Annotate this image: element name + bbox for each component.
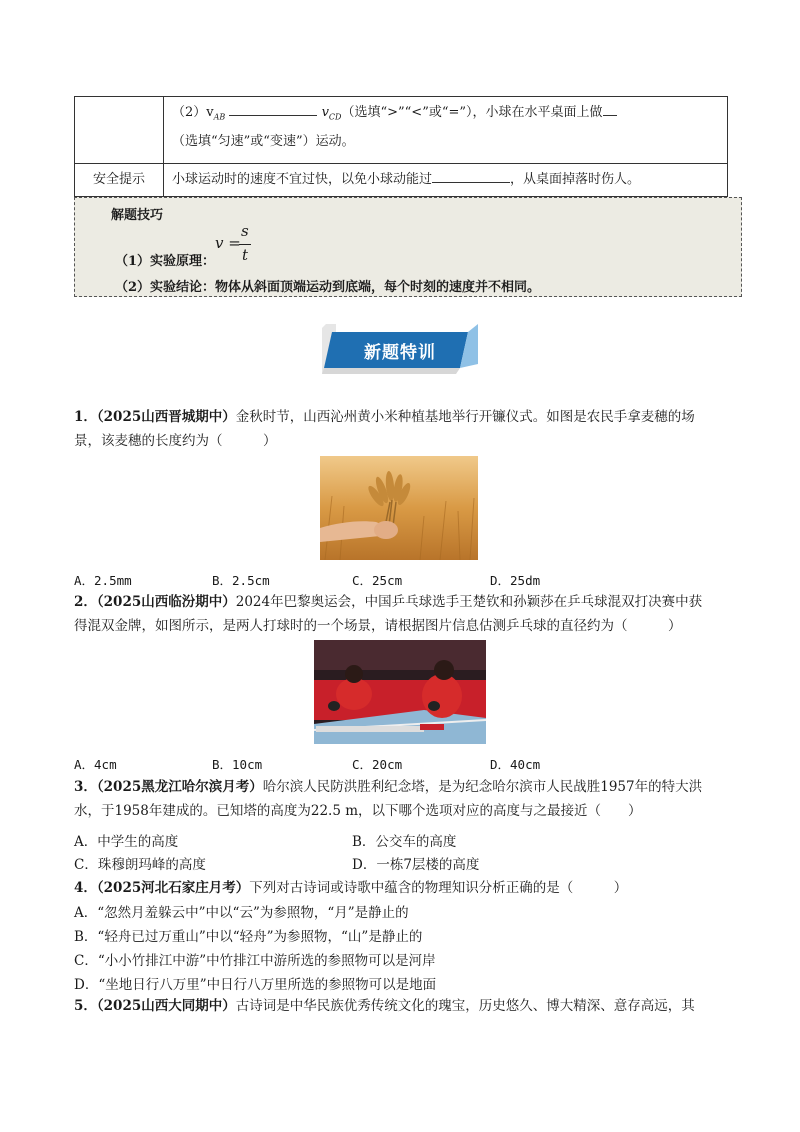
question-1 (74, 405, 734, 453)
question-source: （2025山西临汾期中） (96, 594, 236, 610)
question-number: 3． (74, 779, 97, 795)
question-text: 下列对古诗词或诗歌中蕴含的物理知识分析正确的是（ ） (249, 880, 628, 896)
safety-label-cell (75, 164, 164, 197)
option-d[interactable]: D．“坐地日行八万里”中日行八万里所选的参照物可以是地面 (74, 977, 437, 993)
row1-text-mid: （选填“>”“<”或“=”），小球在水平桌面上做 (341, 105, 603, 120)
formula-v: v = (215, 234, 241, 252)
row1-text-end: （选填“匀速”或“变速”）运动。 (172, 133, 355, 149)
question-number: 5． (74, 998, 97, 1014)
section-banner (322, 324, 478, 374)
table-row-conclusion (164, 97, 728, 164)
question-source: （2025黑龙江哈尔滨月考） (96, 779, 263, 795)
option-a[interactable]: A．“忽然月羞躲云中”中以“云”为参照物，“月”是静止的 (74, 905, 409, 921)
question-number: 2． (74, 594, 97, 610)
question-text: 古诗词是中华民族优秀传统文化的瑰宝，历史悠久、博大精深、意存高远，其 (235, 998, 695, 1014)
option-c[interactable]: C．25cm (352, 573, 403, 588)
option-a[interactable]: A．2.5mm (74, 573, 132, 588)
question-2 (74, 590, 734, 638)
option-d[interactable]: D．25dm (490, 573, 541, 588)
formula-numerator: s (241, 222, 249, 240)
formula-denominator: t (242, 246, 249, 264)
question-3 (74, 775, 734, 823)
tips-principle: （1）实验原理： (115, 254, 216, 269)
wheat-photo (320, 456, 478, 560)
question-text: 哈尔滨人民防洪胜利纪念塔，是为纪念哈尔滨市人民战胜1957年的特大洪 (262, 779, 703, 795)
question-5 (74, 994, 734, 1018)
question-source: （2025河北石家庄月考） (96, 880, 250, 896)
safety-text-cell (164, 164, 728, 197)
answer-blank-compare[interactable] (229, 101, 317, 116)
safety-label: 安全提示 (92, 172, 145, 187)
question-text-cont: 景，该麦穗的长度约为（ ） (74, 433, 277, 449)
option-b[interactable]: B．2.5cm (212, 573, 270, 588)
option-b[interactable]: B．公交车的高度 (352, 834, 457, 850)
option-b[interactable]: B．“轻舟已过万重山”中以“轻舟”为参照物，“山”是静止的 (74, 929, 423, 945)
row1-text-start: （2）v (172, 105, 214, 120)
question-text-cont: 得混双金牌，如图所示，是两人打球时的一个场景，请根据图片信息估测乒乓球的直径约为（ ） (74, 618, 682, 634)
question-source: （2025山西大同期中） (96, 998, 236, 1014)
question-text: 金秋时节，山西沁州黄小米种植基地举行开镰仪式。如图是农民手拿麦穗的场 (235, 409, 695, 425)
table-empty-cell (75, 97, 164, 164)
tips-title: 解题技巧 (111, 208, 164, 223)
vab-subscript: AB (213, 112, 226, 122)
safety-text-end: ，从桌面掉落时伤人。 (510, 172, 641, 187)
vcd-subscript: CD (328, 112, 342, 122)
question-number: 1． (74, 409, 97, 425)
table-tennis-photo (314, 640, 486, 744)
safety-text-start: 小球运动时的速度不宜过快，以免小球动能过 (172, 172, 433, 187)
option-c[interactable]: C．珠穆朗玛峰的高度 (74, 857, 206, 873)
banner-title: 新题特训 (364, 343, 436, 363)
question-text: 2024年巴黎奥运会，中国乒乓球选手王楚钦和孙颖莎在乒乓球混双打决赛中获 (235, 594, 703, 610)
answer-blank-safety[interactable] (432, 168, 510, 183)
option-c[interactable]: C．20cm (352, 757, 403, 772)
tips-conclusion: （2）实验结论：物体从斜面顶端运动到底端，每个时刻的速度并不相同。 (115, 280, 541, 295)
answer-blank-motion[interactable] (603, 101, 617, 116)
vcd-symbol: v (321, 105, 329, 120)
option-c[interactable]: C．“小小竹排江中游”中竹排江中游所选的参照物可以是河岸 (74, 953, 436, 969)
option-a[interactable]: A．4cm (74, 757, 117, 772)
question-source: （2025山西晋城期中） (96, 409, 236, 425)
option-a[interactable]: A．中学生的高度 (74, 834, 179, 850)
option-b[interactable]: B．10cm (212, 757, 263, 772)
question-text-cont: 水，于1958年建成的。已知塔的高度为22.5 m，以下哪个选项对应的高度与之最接近（ ） (74, 803, 642, 819)
option-d[interactable]: D．一栋7层楼的高度 (352, 857, 480, 873)
question-number: 4． (74, 880, 97, 896)
tips-box (74, 197, 742, 297)
option-d[interactable]: D．40cm (490, 757, 541, 772)
experiment-table (74, 96, 728, 197)
formula-fraction-bar (239, 244, 251, 245)
question-4 (74, 876, 734, 900)
